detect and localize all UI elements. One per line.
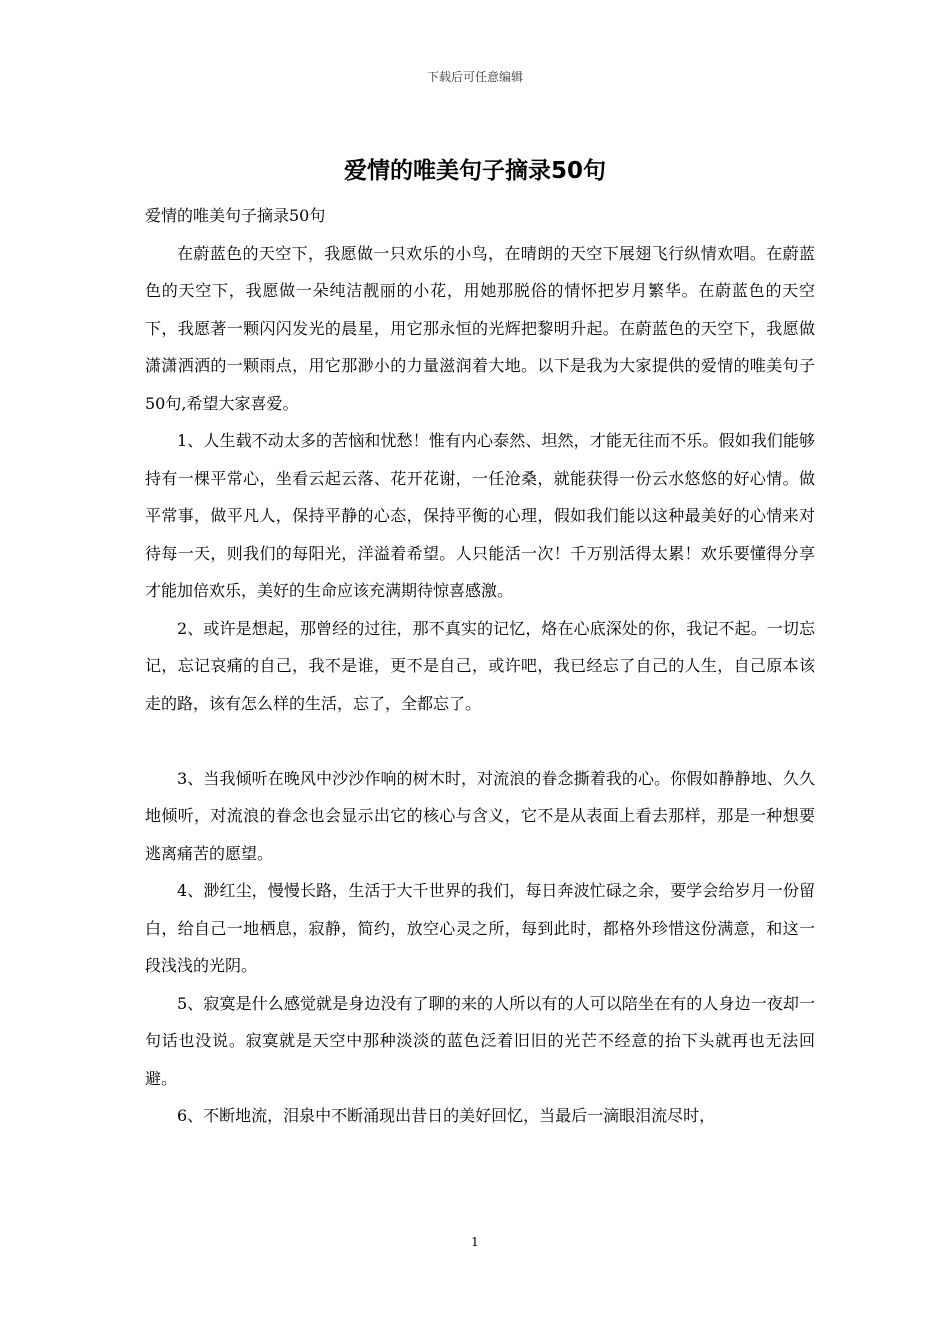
paragraph-2: 2、或许是想起，那曾经的过往，那不真实的记忆，烙在心底深处的你，我记不起。一切忘记，忘记哀痛的自己，我不是谁，更不是自己，或许吧，我已经忘了自己的人生，自己原本该走的路，该有怎么样的生活，忘了，全都忘了。 [145,618,815,713]
paragraph-3: 3、当我倾听在晚风中沙沙作响的树木时，对流浪的眷念撕着我的心。你假如静静地、久久地倾听，对流浪的眷念也会显示出它的核心与含义，它不是从表面上看去那样，那是一种想要逃离痛苦的愿望。 [145,768,815,863]
document-body [145,197,815,1135]
paragraph-gap [145,722,815,760]
paragraph-1: 1、人生载不动太多的苦恼和忧愁！惟有内心泰然、坦然，才能无往而不乐。假如我们能够持有一棵平常心，坐看云起云落、花开花谢，一任沧桑，就能获得一份云水悠悠的好心情。做平常事，做平凡人，保持平静的心态，保持平衡的心理，假如我们能以这种最美好的心情来对待每一天，则我们的每阳光，洋溢着希望。人只能活一次！千万别活得太累！欢乐要懂得分享才能加倍欢乐，美好的生命应该充满期待惊喜感激。 [145,431,815,600]
subtitle: 爱情的唯美句子摘录50句 [145,206,326,225]
paragraph-6: 6、不断地流，泪泉中不断涌现出昔日的美好回忆，当最后一滴眼泪流尽时， [177,1106,716,1125]
document-title: 爱情的唯美句子摘录50句 [343,158,606,184]
page-number: 1 [471,1235,479,1249]
header-note: 下载后可任意编辑 [426,70,523,84]
paragraph-intro: 在蔚蓝色的天空下，我愿做一只欢乐的小鸟，在晴朗的天空下展翅飞行纵情欢唱。在蔚蓝色的天空下，我愿做一朵纯洁靓丽的小花，用她那脱俗的情怀把岁月繁华。在蔚蓝色的天空下，我愿著一颗闪闪发光的晨星，用它那永恒的光辉把黎明升起。在蔚蓝色的天空下，我愿做潇潇洒洒的一颗雨点，用它那渺小的力量滋润着大地。以下是我为大家提供的爱情的唯美句子50句,希望大家喜爱。 [145,243,815,413]
paragraph-4: 4、渺红尘，慢慢长路，生活于大千世界的我们，每日奔波忙碌之余，要学会给岁月一份留白，给自己一地栖息，寂静，简约，放空心灵之所，每到此时，都格外珍惜这份满意，和这一段浅浅的光阴。 [145,881,815,975]
paragraph-5: 5、寂寞是什么感觉就是身边没有了聊的来的人所以有的人可以陪坐在有的人身边一夜却一句话也没说。寂寞就是天空中那种淡淡的蓝色泛着旧旧的光芒不经意的抬下头就再也无法回避。 [145,993,815,1088]
